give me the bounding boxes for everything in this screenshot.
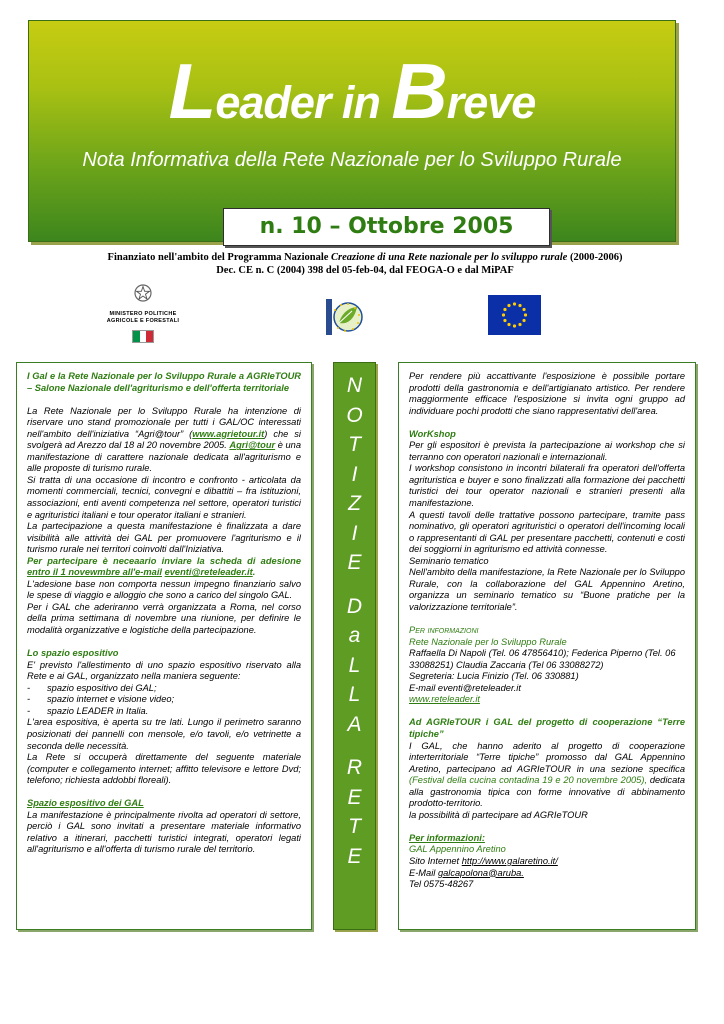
paragraph: Nell'ambito della manifestazione, la Rete Nazionale per lo Sviluppo Rurale, con la collaborazione del GAL Appennino Aretino, organizza un seminario tematico su “Buone pratiche per la valorizzazione territoriale”. — [409, 567, 685, 612]
contact-line: Raffaella Di Napoli (Tel. 06 47856410); Federica Piperno (Tel. 06 33088251) Claudia Zaccaria (Tel 06 33088272) — [409, 648, 676, 670]
band-letter: L — [348, 683, 361, 706]
funding-notice — [70, 251, 660, 277]
band-letter: N — [346, 374, 363, 397]
eu-star-icon — [507, 323, 510, 326]
paragraph: Per i GAL che aderiranno verrà organizzata a Roma, nel corso della prima settimana di novembre una riunione, per definire le modalità organizzative e logistiche della partecipazione. — [27, 601, 301, 636]
ministry-name: MINISTERO POLITICHE AGRICOLE E FORESTALI — [106, 311, 180, 324]
republic-emblem-icon — [133, 283, 153, 303]
section-heading: Ad AGRIeTOUR i GAL del progetto di cooperazione “Terre tipiche” — [409, 717, 685, 739]
masthead-banner — [28, 20, 676, 242]
paragraph: La partecipazione a questa manifestazione è finalizzata a dare visibilità alle attività dei GAL per promuovere l'agriturismo e il turismo rurale nei territori coinvolti dall'Iniziativa. — [27, 521, 301, 555]
paragraph: L'area espositiva, è aperta su tre lati. Lungo il perimetro saranno posizionati dei pannelli con mensole, e/o tavoli, e/o vetrinette a seconda delle necessità. — [27, 717, 301, 751]
paragraph: A questi tavoli delle trattative possono partecipare, tramite pass nominativo, gli operatori agrituristici o operatori dell'incoming locali o rappresentanti di GAL per presentare pacchetti, contenuti e costi dei soggiorni in agriturismo ed attività connesse. — [409, 509, 685, 555]
paragraph: La manifestazione è principalmente rivolta ad operatori di settore, perciò i GAL sono invitati a presentare materiale informativo relativo a itinerari, pacchetti turistici integrati, operatori legati all'agriturismo e all'offerta di turismo rurale del territorio. — [27, 809, 301, 855]
band-letter: a — [348, 624, 361, 647]
paragraph: L'adesione base non comporta nessun impegno finanziario salvo le spese di viaggio e alloggio che sono a carico del singolo GAL. — [27, 578, 301, 601]
band-letter: O — [346, 403, 363, 427]
title-part-2: reve — [446, 77, 536, 128]
galaretino-link[interactable]: http://www.galaretino.it/ — [461, 855, 558, 866]
section-heading: Per informazioni — [409, 625, 479, 636]
section-heading: Per informazioni: — [409, 832, 485, 843]
article-agrietour — [16, 362, 312, 930]
band-letter: E — [347, 844, 362, 868]
title-initial-b: B — [391, 47, 447, 135]
paragraph: La Rete si occuperà direttamente del seguente materiale (computer e collegamento internet; affitto televisore e lettore Dvd; telefono; richiesta addobbi floreali). — [27, 752, 301, 786]
band-letter: D — [346, 594, 363, 618]
band-letter: A — [347, 712, 362, 736]
paragraph: E' previsto l'allestimento di uno spazio espositivo riservato alla Rete e ai GAL, organizzato nella maniera seguente: — [27, 659, 301, 682]
participation-note: Per partecipare è neceaario inviare la scheda di adesione entro il 1 novewmbre all'e-mail eventi@reteleader.it. — [27, 555, 301, 578]
eu-star-icon — [507, 304, 510, 307]
band-letter: R — [346, 756, 363, 779]
band-letter: E — [347, 551, 362, 574]
contact-line: Tel 0575-48267 — [409, 879, 474, 890]
band-letter: Z — [348, 492, 361, 515]
email-link[interactable]: eventi@reteleader.it — [164, 567, 253, 578]
funding-line-1: Finanziato nell'ambito del Programma Nazionale Creazione di una Rete nazionale per lo sviluppo rurale (2000-2006) — [107, 252, 623, 263]
title-initial-l: L — [168, 47, 216, 135]
eu-star-icon — [522, 319, 525, 322]
issue-number: n. 10 – Ottobre 2005 — [223, 208, 550, 246]
paragraph: La Rete Nazionale per lo Sviluppo Rurale ha intenzione di riservare uno stand promozionale per tutti i GAL/OC interessati nell'ambito dell'iniziativa “Agri@tour” (www.agrietour.it) che si svolgerà ad Arezzo dal 18 al 20 novembre 2005. Agri@tour è una manifestazione di carattere nazionale dedicata all'agriturismo e alle proposte di turismo rurale. — [27, 405, 302, 474]
leader-logo-icon — [322, 295, 364, 341]
article-workshop — [398, 362, 696, 930]
contact-line: E-mail eventi@reteleader.it — [409, 682, 521, 693]
italian-flag-icon — [132, 330, 154, 343]
newsletter-title — [29, 47, 675, 143]
band-letter: L — [348, 653, 361, 677]
contact-line: Sito Internet http://www.galaretino.it/ — [409, 855, 558, 866]
band-letter: E — [347, 785, 362, 809]
newsletter-subtitle: Nota Informativa della Rete Nazionale per lo Sviluppo Rurale — [82, 149, 622, 171]
paragraph: I workshop consistono in incontri bilaterali fra operatori dell'offerta agrituristica e buyer e sono finalizzati alla formazione dei pacchetti turistici dei tour operator nazionali e stranieri presenti alla manifestazione. — [409, 463, 685, 509]
agrietour-link[interactable]: www.agrietour.it — [192, 428, 265, 439]
band-letter: I — [351, 521, 358, 545]
paragraph: Si tratta di una occasione di incontro e confronto - articolata da momenti commerciali, tecnici, convegni e dibattiti – fra istituzioni, associazioni, enti aventi competenza nel settore, operatori turistici e agrituristici italiani e tour operator italiani e stranieri. — [27, 474, 301, 520]
contact-line: E-Mail galcapolona@aruba. — [409, 867, 524, 878]
eu-flag-icon — [488, 295, 541, 335]
eu-star-icon — [513, 302, 516, 305]
paragraph: I GAL, che hanno aderito al progetto di cooperazione interterritoriale “Terre tipiche” promosso dal GAL Appennino Aretino, partecipano ad AGRIeTOUR in una sezione specifica (Festival della cucina contadina 19 e 20 novembre 2005), dedicata alla gastronomia tipica con forme innovative di abbinamento prodotto-territorio. — [409, 740, 685, 809]
section-heading: Lo spazio espositivo — [27, 648, 119, 659]
website-link[interactable]: www.reteleader.it — [409, 694, 480, 705]
eu-star-icon — [518, 323, 521, 326]
eu-star-icon — [524, 313, 527, 316]
paragraph: Per rendere più accattivante l'esposizione è possibile portare prodotti della gastronomia e dell'artigianato artistico. Per rendere maggiormente efficace l'esposizione si invita ogni gruppo ad individuare pochi prodotti che siano rappresentativi dell'area. — [409, 371, 685, 416]
eu-star-icon — [518, 304, 521, 307]
section-heading: Seminario tematico — [409, 555, 489, 566]
eu-star-icon — [503, 308, 506, 311]
list-item: - spazio internet e visione video; — [27, 694, 175, 705]
list-item: - spazio LEADER in Italia. — [27, 705, 149, 716]
eu-star-icon — [522, 308, 525, 311]
funding-line-2: Dec. CE n. C (2004) 398 del 05-feb-04, dal FEOGA-O e dal MiPAF — [216, 265, 514, 276]
contact-line: Rete Nazionale per lo Sviluppo Rurale — [409, 636, 567, 647]
agritour-link[interactable]: Agri@tour — [229, 440, 276, 451]
band-letter: T — [348, 433, 361, 456]
section-heading: WorKshop — [409, 428, 456, 439]
section-heading: Spazio espositivo dei GAL — [27, 798, 144, 809]
eu-star-icon — [503, 319, 506, 322]
paragraph: la possibilità di partecipare ad AGRIeTOUR — [409, 809, 588, 820]
title-part-1: eader in — [215, 77, 392, 128]
band-letter: I — [351, 462, 358, 486]
list-item: - spazio espositivo dei GAL; — [27, 682, 157, 693]
galcapolona-email-link[interactable]: galcapolona@aruba. — [437, 867, 524, 878]
eu-star-icon — [502, 313, 505, 316]
contact-line: Segreteria: Lucia Finizio (Tel. 06 330881) — [409, 671, 579, 682]
contact-line: GAL Appennino Aretino — [409, 844, 506, 855]
paragraph: Per gli espositori è prevista la partecipazione ai workshop che si terranno con operatori nazionali e internazionali. — [409, 440, 685, 462]
band-letter: T — [348, 815, 361, 838]
ministry-logo — [98, 283, 188, 341]
notizie-dalla-rete-band — [333, 362, 376, 930]
article-title: I Gal e la Rete Nazionale per lo Sviluppo Rurale a AGRIeTOUR – Salone Nazionale dell'agriturismo e dell'offerta territoriale — [27, 371, 301, 393]
eu-star-icon — [513, 324, 516, 327]
